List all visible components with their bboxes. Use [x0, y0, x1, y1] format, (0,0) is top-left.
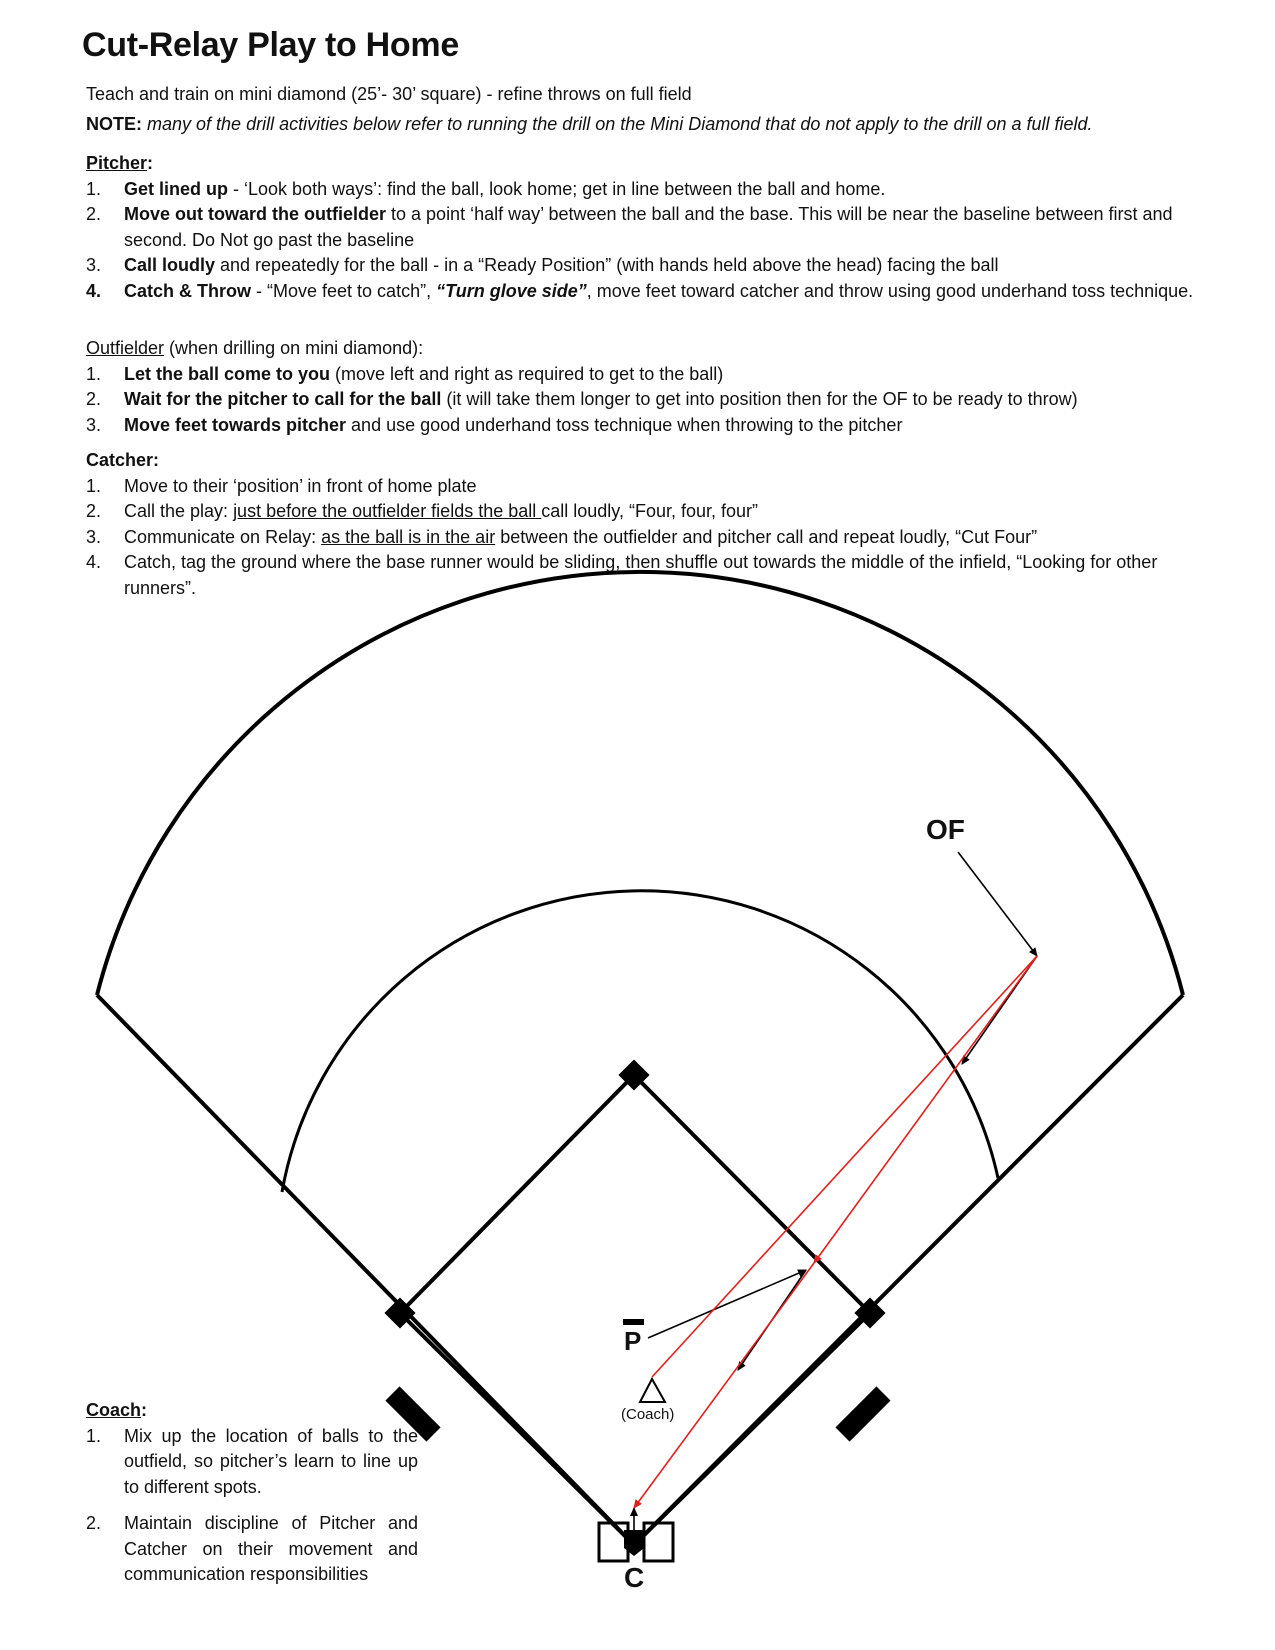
coach-triangle	[640, 1379, 665, 1402]
list-item: 2. Call the play: just before the outfielder fields the ball call loudly, “Four, four, four”	[86, 501, 759, 521]
pitcher-rubber	[623, 1319, 644, 1325]
list-item: 2. Wait for the pitcher to call for the ball (it will take them longer to get into position then for the OF to be ready to throw)	[86, 389, 1078, 409]
c-label: C	[624, 1562, 645, 1593]
list-item: 1. Move to their ‘position’ in front of home plate	[86, 475, 477, 496]
throw-line-red-1	[652, 956, 1037, 1377]
coach-heading: Coach:	[86, 1400, 148, 1420]
infield-diamond	[400, 1075, 870, 1545]
outfield-fence-arc	[97, 572, 1183, 995]
throw-line-red-3	[634, 1263, 814, 1508]
list-item: 4. Catch, tag the ground where the base runner would be sliding, then shuffle out towards the middle of the infield, “Looking for other runners”.	[86, 552, 1158, 598]
page-title: Cut-Relay Play to Home	[82, 26, 459, 64]
list-item: 1. Get lined up - ‘Look both ways’: find the ball, look home; get in line between the ball and home.	[86, 178, 886, 199]
list-item: 4. Catch & Throw - “Move feet to catch”, “Turn glove side”, move feet toward catcher and throw using good underhand toss technique.	[86, 280, 1194, 301]
list-item: 2. Move out toward the outfielder to a point ‘half way’ between the ball and the base. This will be near the baseline between first and second. Do Not go past the baseline	[86, 204, 1173, 250]
list-item: 1. Let the ball come to you (move left and right as required to get to the ball)	[86, 363, 724, 384]
list-item: 3. Move feet towards pitcher and use good underhand toss technique when throwing to the pitcher	[86, 414, 903, 435]
left-batters-box	[599, 1523, 628, 1561]
throw-line-red-2	[814, 956, 1037, 1263]
list-item: 3. Communicate on Relay: as the ball is in the air between the outfielder and pitcher call and repeat loudly, “Cut Four”	[86, 526, 1038, 547]
of-label: OF	[926, 814, 965, 845]
list-item: 2. Maintain discipline of Pitcher and Catcher on their movement and communication responsibilities	[86, 1513, 418, 1584]
coach-label: (Coach)	[621, 1406, 675, 1423]
note-text: many of the drill activities below refer to running the drill on the Mini Diamond that do not apply to the drill on a full field.	[147, 114, 1093, 134]
list-item: 3. Call loudly and repeatedly for the ball - in a “Ready Position” (with hands held above the head) facing the ball	[86, 255, 999, 275]
pitcher-heading: Pitcher:	[86, 153, 154, 173]
outfielder-heading: Outfielder (when drilling on mini diamond):	[86, 338, 424, 358]
coach-section	[86, 1398, 418, 1588]
catcher-heading: Catcher:	[86, 450, 160, 470]
p-label: P	[624, 1326, 642, 1356]
note-label: NOTE:	[86, 114, 142, 134]
first-base-dugout	[835, 1386, 890, 1441]
of-pointer-line	[958, 852, 1037, 956]
intro-text: Teach and train on mini diamond (25’- 30’ square) - refine throws on full field	[86, 84, 692, 104]
list-item: 1. Mix up the location of balls to the outfield, so pitcher’s learn to line up to different spots.	[86, 1425, 418, 1497]
infield-arc	[282, 891, 998, 1192]
